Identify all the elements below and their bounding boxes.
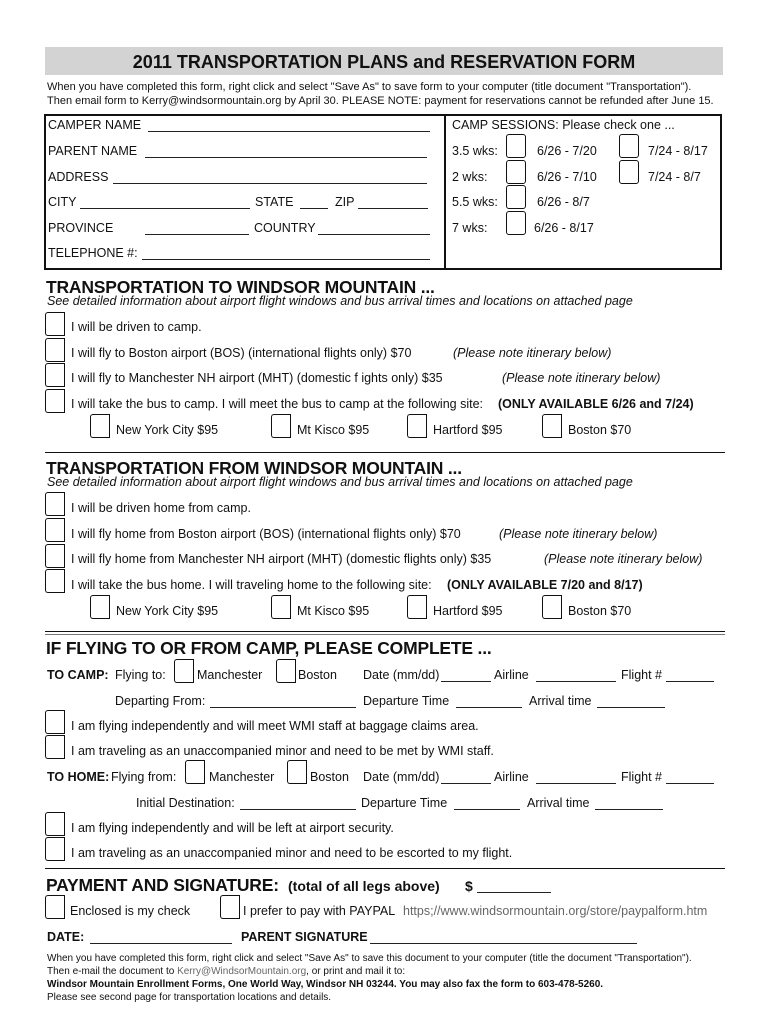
departing-from-field[interactable]	[210, 707, 356, 708]
paypal-checkbox[interactable]	[220, 895, 240, 919]
initial-destination-field[interactable]	[240, 809, 356, 810]
departure-time-label: Departure Time	[363, 694, 450, 708]
section-divider	[45, 631, 725, 632]
boston-label: Boston	[310, 770, 349, 784]
fly-to-mht-label: I will fly to Manchester NH airport (MHT) (domestic f ights only) $35	[71, 371, 443, 385]
footer-email[interactable]: Kerry@WindsorMountain.org	[177, 966, 307, 977]
section-divider	[45, 868, 725, 869]
section-divider	[45, 452, 725, 453]
bus-site-label: Hartford $95	[433, 423, 503, 437]
bus-home-availability: (ONLY AVAILABLE 7/20 and 8/17)	[447, 578, 643, 592]
to-home-independent-label: I am flying independently and will be left at airport security.	[71, 821, 394, 835]
fly-home-mht-label: I will fly home from Manchester NH airport (MHT) (domestic flights only) $35	[71, 552, 492, 566]
payment-heading: PAYMENT AND SIGNATURE:	[46, 875, 279, 895]
payment-total-field[interactable]	[477, 892, 551, 893]
initial-destination-label: Initial Destination:	[136, 796, 235, 810]
to-home-flight-field[interactable]	[666, 783, 714, 784]
fly-home-bos-checkbox[interactable]	[45, 518, 65, 542]
box-divider	[444, 114, 446, 270]
manchester-label: Manchester	[209, 770, 275, 784]
page-title: 2011 TRANSPORTATION PLANS and RESERVATION FORM	[132, 52, 636, 72]
bus-site-checkbox[interactable]	[407, 414, 427, 438]
intro-line-1: When you have completed this form, right click and select "Save As" to save form to your computer (title document "Transportation").	[47, 81, 692, 93]
to-home-label: TO HOME:	[47, 770, 110, 784]
zip-field[interactable]	[358, 208, 428, 209]
departing-from-label: Departing From:	[115, 694, 206, 708]
parent-signature-field[interactable]	[370, 943, 637, 944]
to-camp-note: See detailed information about airport flight windows and bus arrival times and locations on attached page	[47, 294, 633, 308]
telephone-label: TELEPHONE #:	[48, 246, 138, 260]
from-camp-heading: TRANSPORTATION FROM WINDSOR MOUNTAIN ...	[46, 458, 462, 478]
to-camp-airline-field[interactable]	[536, 681, 616, 682]
bus-site-checkbox[interactable]	[271, 595, 291, 619]
to-home-independent-checkbox[interactable]	[45, 812, 65, 836]
footer-line-2-text: Then e-mail the document to	[47, 966, 178, 977]
bus-site-label: Mt Kisco $95	[297, 423, 370, 437]
fly-to-mht-checkbox[interactable]	[45, 363, 65, 387]
session-option: 6/26 - 7/10	[537, 170, 597, 184]
footer-line-4: Please see second page for transportation locations and details.	[47, 992, 332, 1003]
driven-to-camp-label: I will be driven to camp.	[71, 320, 202, 334]
departure-time-label: Departure Time	[361, 796, 448, 810]
manchester-label: Manchester	[197, 668, 263, 682]
flying-from-label: Flying from:	[111, 770, 177, 784]
to-camp-unaccompanied-label: I am traveling as an unaccompanied minor and need to be met by WMI staff.	[71, 744, 494, 758]
session-checkbox[interactable]	[506, 160, 526, 184]
footer-line-2	[47, 966, 405, 978]
state-field[interactable]	[300, 208, 328, 209]
to-camp-departure-time-field[interactable]	[456, 707, 522, 708]
footer-line-1: When you have completed this form, right click and select "Save As" to save this document to your computer (title the document "Transportation").	[47, 953, 692, 964]
to-home-unaccompanied-checkbox[interactable]	[45, 837, 65, 861]
flying-from-manchester-checkbox[interactable]	[185, 760, 205, 784]
driven-to-camp-checkbox[interactable]	[45, 312, 65, 336]
bus-to-camp-label: I will take the bus to camp. I will meet the bus to camp at the following site:	[71, 397, 483, 411]
bus-site-label: Boston $70	[568, 604, 632, 618]
city-label: CITY	[48, 195, 77, 209]
session-label: 2 wks:	[452, 170, 488, 184]
bus-site-label: New York City $95	[116, 604, 219, 618]
flying-from-boston-checkbox[interactable]	[287, 760, 307, 784]
session-checkbox[interactable]	[619, 134, 639, 158]
fly-to-bos-note: (Please note itinerary below)	[453, 346, 612, 360]
city-field[interactable]	[80, 208, 250, 209]
fly-to-bos-checkbox[interactable]	[45, 338, 65, 362]
to-home-unaccompanied-label: I am traveling as an unaccompanied minor and need to be escorted to my flight.	[71, 846, 513, 860]
date-label: Date (mm/dd)	[363, 668, 440, 682]
session-checkbox[interactable]	[506, 211, 526, 235]
parent-signature-label: PARENT SIGNATURE	[241, 930, 368, 944]
intro-line-2: Then email form to Kerry@windsormountain.org by April 30. PLEASE NOTE: payment for reservations cannot be refunded after June 15.	[47, 95, 714, 107]
bus-to-camp-availability: (ONLY AVAILABLE 6/26 and 7/24)	[498, 397, 694, 411]
session-checkbox[interactable]	[506, 134, 526, 158]
to-camp-heading: TRANSPORTATION TO WINDSOR MOUNTAIN ...	[46, 277, 435, 297]
section-divider-thin	[45, 634, 725, 635]
to-home-airline-field[interactable]	[536, 783, 616, 784]
address-label: ADDRESS	[48, 170, 109, 184]
driven-home-checkbox[interactable]	[45, 492, 65, 516]
signature-date-field[interactable]	[90, 943, 232, 944]
province-field[interactable]	[145, 234, 249, 235]
bus-site-label: Hartford $95	[433, 604, 503, 618]
from-camp-note: See detailed information about airport flight windows and bus arrival times and locations on attached page	[47, 475, 633, 489]
flying-to-boston-checkbox[interactable]	[276, 659, 296, 683]
paypal-label: I prefer to pay with PAYPAL	[243, 904, 396, 918]
check-checkbox[interactable]	[45, 895, 65, 919]
session-option: 6/26 - 8/17	[534, 221, 594, 235]
bus-to-camp-checkbox[interactable]	[45, 389, 65, 413]
fly-home-bos-note: (Please note itinerary below)	[499, 527, 658, 541]
to-camp-label: TO CAMP:	[47, 668, 109, 682]
flying-to-label: Flying to:	[115, 668, 166, 682]
country-label: COUNTRY	[254, 221, 316, 235]
bus-site-checkbox[interactable]	[407, 595, 427, 619]
camper-name-field[interactable]	[148, 131, 430, 132]
bus-home-label: I will take the bus home. I will traveling home to the following site:	[71, 578, 432, 592]
dollar-sign: $	[465, 878, 473, 894]
fly-to-mht-note: (Please note itinerary below)	[502, 371, 661, 385]
to-camp-arrival-time-field[interactable]	[597, 707, 665, 708]
bus-site-checkbox[interactable]	[90, 595, 110, 619]
bus-site-label: Boston $70	[568, 423, 632, 437]
to-home-departure-time-field[interactable]	[454, 809, 520, 810]
check-label: Enclosed is my check	[70, 904, 191, 918]
fly-to-bos-label: I will fly to Boston airport (BOS) (international flights only) $70	[71, 346, 412, 360]
payment-heading-sub: (total of all legs above)	[288, 878, 440, 894]
flight-label: Flight #	[621, 770, 662, 784]
bus-site-checkbox[interactable]	[542, 414, 562, 438]
session-checkbox[interactable]	[619, 160, 639, 184]
session-option: 7/24 - 8/17	[648, 144, 708, 158]
telephone-field[interactable]	[142, 259, 430, 260]
session-label: 3.5 wks:	[452, 144, 498, 158]
province-label: PROVINCE	[48, 221, 114, 235]
session-option: 6/26 - 8/7	[537, 195, 590, 209]
address-field[interactable]	[113, 183, 427, 184]
flying-to-manchester-checkbox[interactable]	[174, 659, 194, 683]
fly-home-mht-note: (Please note itinerary below)	[544, 552, 703, 566]
date-label: Date (mm/dd)	[363, 770, 440, 784]
airline-label: Airline	[494, 770, 529, 784]
to-home-arrival-time-field[interactable]	[595, 809, 663, 810]
session-option: 6/26 - 7/20	[537, 144, 597, 158]
paypal-url[interactable]: https;//www.windsormountain.org/store/paypalform.htm	[403, 904, 708, 918]
parent-name-label: PARENT NAME	[48, 144, 138, 158]
footer-address: Windsor Mountain Enrollment Forms, One World Way, Windsor NH 03244. You may also fax the form to 603-478-5260.	[47, 979, 604, 990]
fly-home-bos-label: I will fly home from Boston airport (BOS) (international flights only) $70	[71, 527, 461, 541]
sessions-header: CAMP SESSIONS: Please check one ...	[452, 118, 675, 132]
country-field[interactable]	[318, 234, 430, 235]
camper-name-label: CAMPER NAME	[48, 118, 142, 132]
session-label: 7 wks:	[452, 221, 488, 235]
date-signature-label: DATE:	[47, 930, 85, 944]
driven-home-label: I will be driven home from camp.	[71, 501, 251, 515]
bus-site-checkbox[interactable]	[542, 595, 562, 619]
fly-home-mht-checkbox[interactable]	[45, 544, 65, 568]
to-camp-independent-label: I am flying independently and will meet WMI staff at baggage claims area.	[71, 719, 479, 733]
boston-label: Boston	[298, 668, 337, 682]
flight-label: Flight #	[621, 668, 662, 682]
to-camp-date-field[interactable]	[441, 681, 491, 682]
bus-site-checkbox[interactable]	[90, 414, 110, 438]
to-camp-flight-field[interactable]	[666, 681, 714, 682]
session-label: 5.5 wks:	[452, 195, 498, 209]
bus-site-label: New York City $95	[116, 423, 219, 437]
footer-line-2-rest: , or print and mail it to:	[306, 966, 406, 977]
session-option: 7/24 - 8/7	[648, 170, 701, 184]
airline-label: Airline	[494, 668, 529, 682]
flying-heading: IF FLYING TO OR FROM CAMP, PLEASE COMPLETE ...	[46, 638, 492, 658]
to-home-date-field[interactable]	[441, 783, 491, 784]
to-camp-unaccompanied-checkbox[interactable]	[45, 735, 65, 759]
bus-home-checkbox[interactable]	[45, 569, 65, 593]
arrival-time-label: Arrival time	[529, 694, 592, 708]
bus-site-label: Mt Kisco $95	[297, 604, 370, 618]
state-label: STATE	[255, 195, 294, 209]
arrival-time-label: Arrival time	[527, 796, 590, 810]
session-checkbox[interactable]	[506, 185, 526, 209]
zip-label: ZIP	[335, 195, 355, 209]
bus-site-checkbox[interactable]	[271, 414, 291, 438]
to-camp-independent-checkbox[interactable]	[45, 710, 65, 734]
parent-name-field[interactable]	[145, 157, 427, 158]
